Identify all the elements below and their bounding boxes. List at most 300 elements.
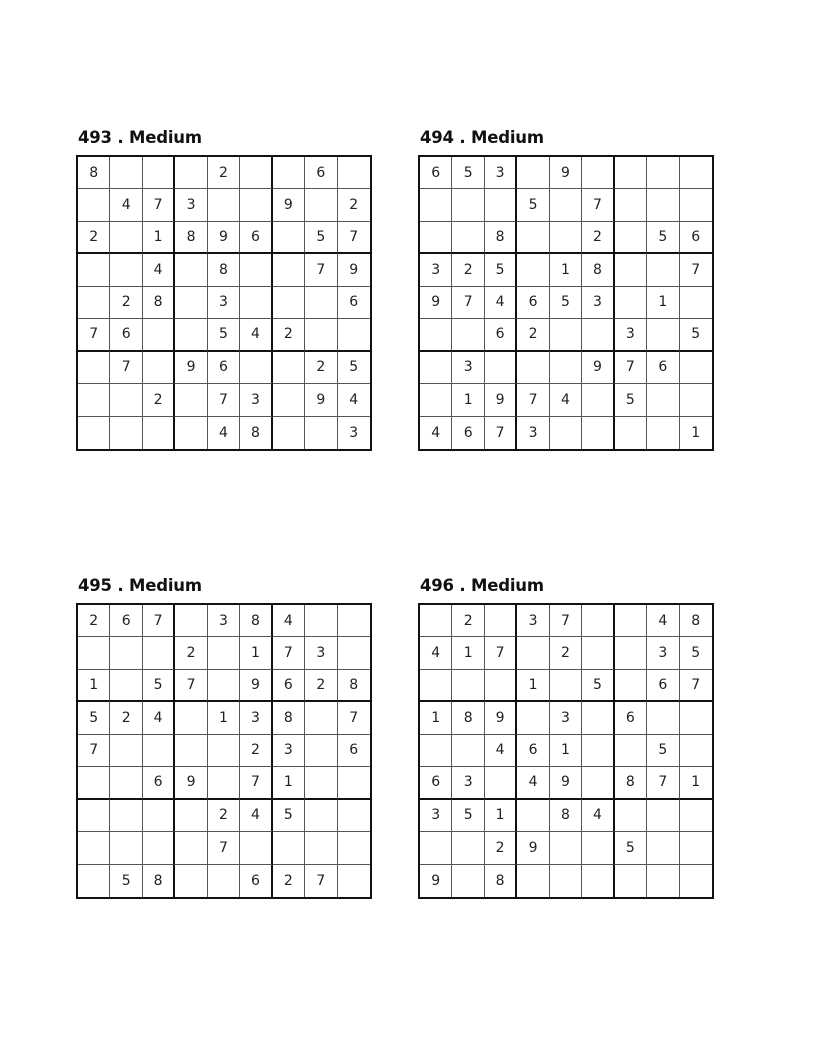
sudoku-cell bbox=[305, 605, 337, 637]
sudoku-cell bbox=[110, 384, 142, 416]
sudoku-cell: 3 bbox=[517, 605, 549, 637]
sudoku-cell: 2 bbox=[273, 865, 305, 897]
sudoku-cell bbox=[485, 189, 517, 221]
sudoku-cell bbox=[680, 865, 712, 897]
sudoku-cell bbox=[582, 637, 614, 669]
sudoku-cell bbox=[208, 865, 240, 897]
sudoku-cell bbox=[615, 417, 647, 449]
sudoku-cell: 4 bbox=[240, 319, 272, 351]
sudoku-cell bbox=[240, 832, 272, 864]
sudoku-cell: 3 bbox=[420, 800, 452, 832]
sudoku-cell: 9 bbox=[517, 832, 549, 864]
sudoku-cell bbox=[110, 637, 142, 669]
sudoku-cell bbox=[680, 287, 712, 319]
sudoku-cell: 5 bbox=[452, 157, 484, 189]
sudoku-cell: 1 bbox=[452, 384, 484, 416]
sudoku-cell bbox=[615, 865, 647, 897]
sudoku-cell: 2 bbox=[78, 605, 110, 637]
sudoku-cell: 5 bbox=[647, 222, 679, 254]
sudoku-cell bbox=[550, 417, 582, 449]
sudoku-cell: 7 bbox=[452, 287, 484, 319]
sudoku-cell bbox=[110, 254, 142, 286]
sudoku-cell bbox=[615, 637, 647, 669]
sudoku-cell bbox=[78, 189, 110, 221]
sudoku-cell: 3 bbox=[240, 702, 272, 734]
sudoku-cell bbox=[240, 157, 272, 189]
sudoku-cell: 6 bbox=[647, 352, 679, 384]
sudoku-cell: 7 bbox=[175, 670, 207, 702]
sudoku-cell bbox=[175, 800, 207, 832]
sudoku-cell bbox=[338, 319, 370, 351]
sudoku-cell bbox=[273, 832, 305, 864]
sudoku-cell: 9 bbox=[175, 352, 207, 384]
sudoku-cell bbox=[305, 319, 337, 351]
sudoku-cell: 7 bbox=[485, 417, 517, 449]
sudoku-cell: 7 bbox=[208, 384, 240, 416]
sudoku-cell bbox=[420, 670, 452, 702]
sudoku-cell bbox=[680, 800, 712, 832]
sudoku-cell bbox=[420, 222, 452, 254]
sudoku-cell: 8 bbox=[615, 767, 647, 799]
sudoku-cell: 8 bbox=[240, 417, 272, 449]
sudoku-cell: 7 bbox=[240, 767, 272, 799]
sudoku-cell: 8 bbox=[175, 222, 207, 254]
sudoku-cell bbox=[615, 605, 647, 637]
sudoku-cell: 6 bbox=[615, 702, 647, 734]
sudoku-cell: 7 bbox=[78, 319, 110, 351]
sudoku-cell bbox=[175, 319, 207, 351]
sudoku-cell: 9 bbox=[550, 767, 582, 799]
sudoku-cell: 9 bbox=[420, 287, 452, 319]
sudoku-cell: 2 bbox=[338, 189, 370, 221]
sudoku-cell: 6 bbox=[485, 319, 517, 351]
sudoku-cell bbox=[680, 352, 712, 384]
sudoku-cell: 4 bbox=[647, 605, 679, 637]
sudoku-cell bbox=[110, 417, 142, 449]
sudoku-cell: 5 bbox=[338, 352, 370, 384]
sudoku-cell bbox=[240, 287, 272, 319]
sudoku-cell: 1 bbox=[647, 287, 679, 319]
sudoku-cell bbox=[338, 865, 370, 897]
sudoku-cell: 5 bbox=[273, 800, 305, 832]
sudoku-cell: 4 bbox=[338, 384, 370, 416]
sudoku-cell: 8 bbox=[338, 670, 370, 702]
sudoku-cell: 2 bbox=[305, 670, 337, 702]
sudoku-cell bbox=[582, 319, 614, 351]
sudoku-cell: 3 bbox=[582, 287, 614, 319]
sudoku-cell bbox=[452, 865, 484, 897]
sudoku-cell: 4 bbox=[143, 702, 175, 734]
sudoku-cell bbox=[485, 767, 517, 799]
sudoku-cell: 7 bbox=[305, 865, 337, 897]
sudoku-cell bbox=[175, 605, 207, 637]
sudoku-cell bbox=[550, 832, 582, 864]
sudoku-cell: 2 bbox=[550, 637, 582, 669]
sudoku-cell bbox=[680, 702, 712, 734]
sudoku-cell bbox=[208, 637, 240, 669]
sudoku-cell bbox=[240, 189, 272, 221]
sudoku-cell: 6 bbox=[305, 157, 337, 189]
sudoku-cell: 9 bbox=[240, 670, 272, 702]
sudoku-cell bbox=[550, 319, 582, 351]
sudoku-cell: 7 bbox=[615, 352, 647, 384]
sudoku-cell bbox=[420, 352, 452, 384]
sudoku-cell bbox=[582, 865, 614, 897]
sudoku-cell bbox=[615, 157, 647, 189]
sudoku-grid bbox=[76, 155, 372, 451]
sudoku-cell: 1 bbox=[680, 767, 712, 799]
sudoku-cell: 8 bbox=[240, 605, 272, 637]
sudoku-cell: 2 bbox=[485, 832, 517, 864]
sudoku-cell: 6 bbox=[240, 865, 272, 897]
sudoku-cell: 3 bbox=[273, 735, 305, 767]
sudoku-cell: 3 bbox=[305, 637, 337, 669]
sudoku-cell bbox=[517, 800, 549, 832]
sudoku-cell bbox=[110, 767, 142, 799]
sudoku-cell bbox=[208, 735, 240, 767]
sudoku-cell bbox=[240, 254, 272, 286]
sudoku-cell: 1 bbox=[550, 735, 582, 767]
sudoku-cell: 4 bbox=[110, 189, 142, 221]
sudoku-cell bbox=[647, 832, 679, 864]
sudoku-cell bbox=[143, 157, 175, 189]
sudoku-grid bbox=[418, 155, 714, 451]
sudoku-cell: 6 bbox=[143, 767, 175, 799]
sudoku-cell bbox=[485, 352, 517, 384]
sudoku-cell: 3 bbox=[420, 254, 452, 286]
sudoku-cell bbox=[680, 157, 712, 189]
sudoku-cell bbox=[615, 735, 647, 767]
sudoku-cell: 8 bbox=[680, 605, 712, 637]
sudoku-cell bbox=[420, 832, 452, 864]
sudoku-cell bbox=[208, 670, 240, 702]
sudoku-cell bbox=[647, 254, 679, 286]
sudoku-cell bbox=[680, 189, 712, 221]
puzzle-title: 496 . Medium bbox=[420, 576, 544, 595]
sudoku-cell: 8 bbox=[485, 222, 517, 254]
sudoku-grid bbox=[76, 603, 372, 899]
sudoku-cell bbox=[615, 189, 647, 221]
sudoku-cell: 5 bbox=[680, 319, 712, 351]
sudoku-cell: 5 bbox=[110, 865, 142, 897]
sudoku-cell bbox=[338, 157, 370, 189]
sudoku-cell: 9 bbox=[273, 189, 305, 221]
sudoku-cell: 6 bbox=[240, 222, 272, 254]
sudoku-cell bbox=[550, 352, 582, 384]
sudoku-cell bbox=[208, 767, 240, 799]
sudoku-cell bbox=[305, 767, 337, 799]
sudoku-cell bbox=[78, 865, 110, 897]
sudoku-cell: 2 bbox=[208, 800, 240, 832]
sudoku-cell bbox=[452, 735, 484, 767]
sudoku-cell: 4 bbox=[143, 254, 175, 286]
sudoku-cell bbox=[305, 735, 337, 767]
sudoku-cell bbox=[143, 800, 175, 832]
sudoku-cell bbox=[78, 637, 110, 669]
sudoku-cell: 6 bbox=[420, 767, 452, 799]
sudoku-cell: 7 bbox=[78, 735, 110, 767]
sudoku-cell bbox=[550, 865, 582, 897]
sudoku-cell bbox=[582, 417, 614, 449]
sudoku-cell: 7 bbox=[305, 254, 337, 286]
sudoku-cell bbox=[485, 670, 517, 702]
sudoku-cell bbox=[143, 352, 175, 384]
sudoku-cell bbox=[582, 384, 614, 416]
sudoku-cell bbox=[647, 417, 679, 449]
sudoku-cell: 2 bbox=[305, 352, 337, 384]
sudoku-cell: 5 bbox=[550, 287, 582, 319]
sudoku-cell bbox=[647, 319, 679, 351]
sudoku-cell: 7 bbox=[517, 384, 549, 416]
sudoku-cell: 3 bbox=[452, 767, 484, 799]
sudoku-cell: 8 bbox=[550, 800, 582, 832]
sudoku-cell: 7 bbox=[273, 637, 305, 669]
sudoku-cell bbox=[647, 800, 679, 832]
sudoku-cell bbox=[175, 157, 207, 189]
sudoku-cell bbox=[485, 605, 517, 637]
sudoku-cell: 1 bbox=[420, 702, 452, 734]
sudoku-cell bbox=[110, 832, 142, 864]
sudoku-cell: 8 bbox=[143, 865, 175, 897]
sudoku-cell: 4 bbox=[273, 605, 305, 637]
sudoku-cell bbox=[647, 865, 679, 897]
sudoku-cell: 3 bbox=[452, 352, 484, 384]
sudoku-cell bbox=[582, 605, 614, 637]
sudoku-cell: 6 bbox=[208, 352, 240, 384]
sudoku-cell bbox=[615, 800, 647, 832]
sudoku-cell bbox=[175, 417, 207, 449]
sudoku-cell: 4 bbox=[420, 417, 452, 449]
sudoku-cell: 1 bbox=[517, 670, 549, 702]
sudoku-cell: 1 bbox=[550, 254, 582, 286]
sudoku-cell: 3 bbox=[517, 417, 549, 449]
sudoku-cell bbox=[550, 670, 582, 702]
sudoku-cell bbox=[273, 352, 305, 384]
puzzle-title: 493 . Medium bbox=[78, 128, 202, 147]
sudoku-cell bbox=[338, 605, 370, 637]
sudoku-cell: 5 bbox=[615, 832, 647, 864]
sudoku-cell: 6 bbox=[338, 287, 370, 319]
sudoku-cell: 7 bbox=[338, 702, 370, 734]
sudoku-cell: 9 bbox=[582, 352, 614, 384]
sudoku-cell bbox=[615, 287, 647, 319]
sudoku-cell: 5 bbox=[647, 735, 679, 767]
sudoku-cell: 2 bbox=[175, 637, 207, 669]
sudoku-cell: 1 bbox=[452, 637, 484, 669]
sudoku-cell: 8 bbox=[78, 157, 110, 189]
sudoku-cell bbox=[582, 832, 614, 864]
sudoku-cell bbox=[110, 222, 142, 254]
sudoku-cell bbox=[647, 189, 679, 221]
sudoku-cell: 6 bbox=[517, 287, 549, 319]
sudoku-cell: 6 bbox=[273, 670, 305, 702]
sudoku-cell: 6 bbox=[110, 319, 142, 351]
sudoku-cell: 8 bbox=[485, 865, 517, 897]
sudoku-cell: 4 bbox=[550, 384, 582, 416]
sudoku-cell bbox=[305, 287, 337, 319]
sudoku-cell bbox=[305, 702, 337, 734]
sudoku-cell bbox=[680, 384, 712, 416]
sudoku-cell bbox=[143, 832, 175, 864]
sudoku-cell bbox=[175, 865, 207, 897]
sudoku-cell: 2 bbox=[582, 222, 614, 254]
sudoku-cell bbox=[305, 189, 337, 221]
sudoku-cell bbox=[305, 417, 337, 449]
puzzle-title: 494 . Medium bbox=[420, 128, 544, 147]
sudoku-cell bbox=[273, 384, 305, 416]
sudoku-cell bbox=[78, 287, 110, 319]
sudoku-cell bbox=[110, 800, 142, 832]
sudoku-cell bbox=[175, 832, 207, 864]
sudoku-cell: 9 bbox=[485, 702, 517, 734]
sudoku-cell: 2 bbox=[517, 319, 549, 351]
sudoku-cell: 9 bbox=[338, 254, 370, 286]
sudoku-cell bbox=[110, 157, 142, 189]
sudoku-cell bbox=[240, 352, 272, 384]
sudoku-cell bbox=[175, 384, 207, 416]
puzzle-title: 495 . Medium bbox=[78, 576, 202, 595]
sudoku-cell: 3 bbox=[240, 384, 272, 416]
sudoku-cell: 6 bbox=[452, 417, 484, 449]
sudoku-cell: 7 bbox=[338, 222, 370, 254]
sudoku-cell bbox=[143, 319, 175, 351]
sudoku-grid bbox=[418, 603, 714, 899]
sudoku-cell bbox=[208, 189, 240, 221]
sudoku-cell: 8 bbox=[582, 254, 614, 286]
sudoku-cell: 9 bbox=[175, 767, 207, 799]
sudoku-cell: 7 bbox=[680, 254, 712, 286]
sudoku-cell: 8 bbox=[208, 254, 240, 286]
sudoku-cell bbox=[517, 637, 549, 669]
sudoku-cell bbox=[615, 254, 647, 286]
sudoku-cell: 4 bbox=[240, 800, 272, 832]
sudoku-cell: 6 bbox=[338, 735, 370, 767]
sudoku-cell: 3 bbox=[647, 637, 679, 669]
sudoku-cell bbox=[615, 670, 647, 702]
sudoku-cell: 8 bbox=[273, 702, 305, 734]
sudoku-cell bbox=[338, 832, 370, 864]
sudoku-cell: 1 bbox=[691, 424, 701, 441]
sudoku-cell: 4 bbox=[582, 800, 614, 832]
sudoku-cell bbox=[582, 702, 614, 734]
sudoku-cell: 7 bbox=[550, 605, 582, 637]
sudoku-cell bbox=[305, 832, 337, 864]
sudoku-cell bbox=[517, 157, 549, 189]
sudoku-cell: 4 bbox=[485, 287, 517, 319]
sudoku-cell: 5 bbox=[452, 800, 484, 832]
sudoku-cell bbox=[273, 157, 305, 189]
sudoku-cell: 9 bbox=[305, 384, 337, 416]
sudoku-cell bbox=[550, 189, 582, 221]
sudoku-cell bbox=[78, 767, 110, 799]
sudoku-cell bbox=[175, 735, 207, 767]
sudoku-cell bbox=[647, 157, 679, 189]
sudoku-cell: 5 bbox=[78, 702, 110, 734]
sudoku-cell: 1 bbox=[485, 800, 517, 832]
sudoku-cell: 7 bbox=[110, 352, 142, 384]
sudoku-cell bbox=[175, 702, 207, 734]
sudoku-cell: 3 bbox=[175, 189, 207, 221]
sudoku-cell bbox=[452, 319, 484, 351]
sudoku-cell: 4 bbox=[517, 767, 549, 799]
sudoku-cell: 6 bbox=[110, 605, 142, 637]
sudoku-cell bbox=[680, 832, 712, 864]
sudoku-cell bbox=[517, 254, 549, 286]
sudoku-cell: 5 bbox=[582, 670, 614, 702]
sudoku-cell bbox=[582, 735, 614, 767]
sudoku-cell: 1 bbox=[143, 222, 175, 254]
sudoku-cell bbox=[517, 702, 549, 734]
sudoku-cell: 2 bbox=[143, 384, 175, 416]
sudoku-cell: 5 bbox=[485, 254, 517, 286]
sudoku-cell: 6 bbox=[680, 222, 712, 254]
sudoku-cell: 9 bbox=[485, 384, 517, 416]
sudoku-cell bbox=[420, 605, 452, 637]
sudoku-cell: 3 bbox=[485, 157, 517, 189]
sudoku-cell bbox=[517, 222, 549, 254]
sudoku-cell bbox=[420, 319, 452, 351]
sudoku-cell: 1 bbox=[240, 637, 272, 669]
sudoku-cell: 1 bbox=[273, 767, 305, 799]
sudoku-cell: 7 bbox=[143, 605, 175, 637]
sudoku-cell: 1 bbox=[78, 670, 110, 702]
sudoku-cell bbox=[78, 254, 110, 286]
sudoku-cell bbox=[420, 384, 452, 416]
sudoku-cell: 7 bbox=[485, 637, 517, 669]
sudoku-cell bbox=[110, 670, 142, 702]
sudoku-cell: 6 bbox=[420, 157, 452, 189]
sudoku-cell bbox=[452, 670, 484, 702]
sudoku-cell: 5 bbox=[517, 189, 549, 221]
sudoku-cell bbox=[550, 222, 582, 254]
sudoku-cell bbox=[175, 254, 207, 286]
sudoku-cell: 2 bbox=[452, 254, 484, 286]
sudoku-cell bbox=[647, 702, 679, 734]
sudoku-cell: 2 bbox=[78, 222, 110, 254]
sudoku-cell: 9 bbox=[208, 222, 240, 254]
sudoku-cell bbox=[110, 735, 142, 767]
sudoku-cell: 2 bbox=[240, 735, 272, 767]
sudoku-cell bbox=[582, 157, 614, 189]
sudoku-cell: 7 bbox=[680, 670, 712, 702]
sudoku-cell bbox=[78, 832, 110, 864]
sudoku-cell: 5 bbox=[305, 222, 337, 254]
sudoku-cell: 8 bbox=[143, 287, 175, 319]
sudoku-cell: 3 bbox=[208, 287, 240, 319]
sudoku-cell bbox=[143, 417, 175, 449]
sudoku-cell bbox=[78, 417, 110, 449]
sudoku-cell: 1 bbox=[208, 702, 240, 734]
sudoku-cell: 5 bbox=[680, 637, 712, 669]
sudoku-cell: 8 bbox=[452, 702, 484, 734]
sudoku-cell bbox=[647, 384, 679, 416]
sudoku-cell: 2 bbox=[110, 702, 142, 734]
sudoku-cell bbox=[517, 352, 549, 384]
sudoku-cell: 2 bbox=[110, 287, 142, 319]
sudoku-cell bbox=[305, 800, 337, 832]
sudoku-cell: 7 bbox=[208, 832, 240, 864]
sudoku-cell: 2 bbox=[452, 605, 484, 637]
sudoku-cell: 3 bbox=[550, 702, 582, 734]
sudoku-cell: 3 bbox=[208, 605, 240, 637]
sudoku-cell: 5 bbox=[208, 319, 240, 351]
sudoku-cell: 7 bbox=[647, 767, 679, 799]
sudoku-cell bbox=[338, 767, 370, 799]
sudoku-cell: 4 bbox=[208, 417, 240, 449]
sudoku-cell bbox=[78, 384, 110, 416]
sudoku-cell bbox=[615, 222, 647, 254]
sudoku-cell bbox=[420, 189, 452, 221]
